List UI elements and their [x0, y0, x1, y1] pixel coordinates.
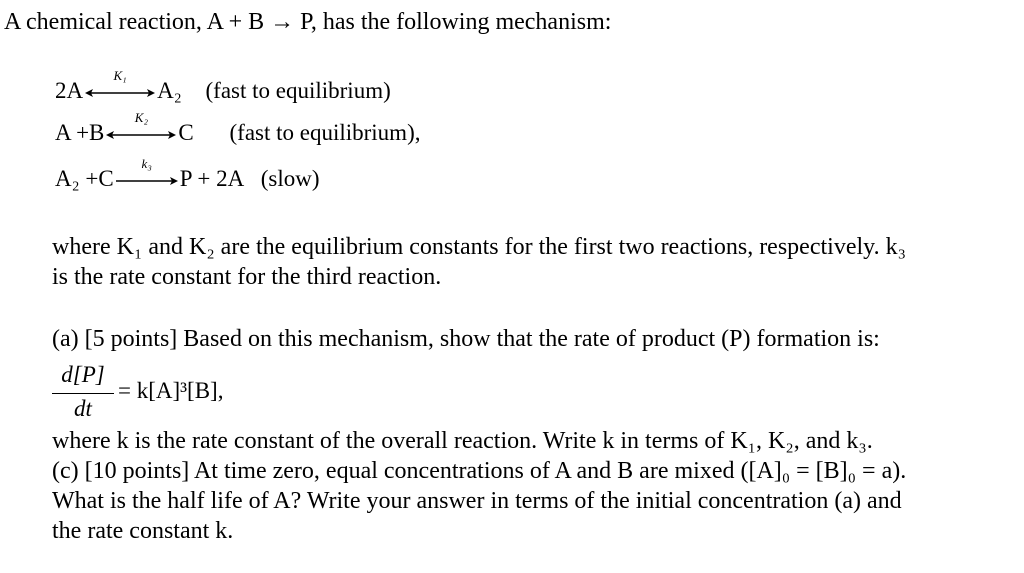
step-1-constant: K₁ [113, 67, 127, 83]
part-c-line-2: What is the half life of A? Write your answer in terms of the initial concentration (a) and [52, 488, 902, 514]
part-c-line-1: (c) [10 points] At time zero, equal concentrations of A and B are mixed ([A]₀ = [B]₀ = a). [52, 458, 907, 484]
mechanism-step-1 [55, 67, 391, 104]
step-1-lhs: 2A [55, 78, 84, 103]
step-1-note: (fast to equilibrium) [205, 78, 391, 103]
definitions-line-2: is the rate constant for the third reaction. [52, 264, 442, 290]
step-1-rhs: A₂ [157, 78, 182, 103]
part-a-prompt: (a) [5 points] Based on this mechanism, show that the rate of product (P) formation is: [52, 326, 880, 352]
step-3-note: (slow) [260, 166, 320, 191]
equilibrium-arrow-icon [85, 67, 155, 103]
rate-denominator: dt [74, 396, 92, 421]
step-3-rhs: P + 2A [179, 166, 243, 191]
step-3-lhs: A₂ +C [55, 166, 114, 191]
equilibrium-arrow-icon [106, 109, 176, 145]
rate-fraction [52, 362, 114, 426]
rate-expression: = k[A]³[B], [118, 378, 224, 403]
part-a-followup: where k is the rate constant of the overall reaction. Write k in terms of K₁, K₂, and k₃. [52, 428, 873, 454]
reaction-arrow-icon [116, 155, 178, 191]
step-2-rhs: C [178, 120, 194, 145]
step-2-constant: K₂ [134, 109, 148, 125]
rate-numerator: d[P] [61, 362, 105, 387]
step-2-note: (fast to equilibrium), [229, 120, 421, 145]
definitions-line-1: where K₁ and K₂ are the equilibrium constants for the first two reactions, respectively. k₃ [52, 234, 906, 260]
step-2-lhs: A +B [55, 120, 105, 145]
part-c-line-3: the rate constant k. [52, 518, 234, 544]
mechanism-step-2 [55, 109, 421, 146]
mechanism-step-3 [55, 155, 320, 192]
intro-text: A chemical reaction, A + B → P, has the following mechanism: [4, 9, 612, 35]
step-3-constant: k₃ [141, 155, 152, 171]
fraction-bar [52, 393, 114, 394]
